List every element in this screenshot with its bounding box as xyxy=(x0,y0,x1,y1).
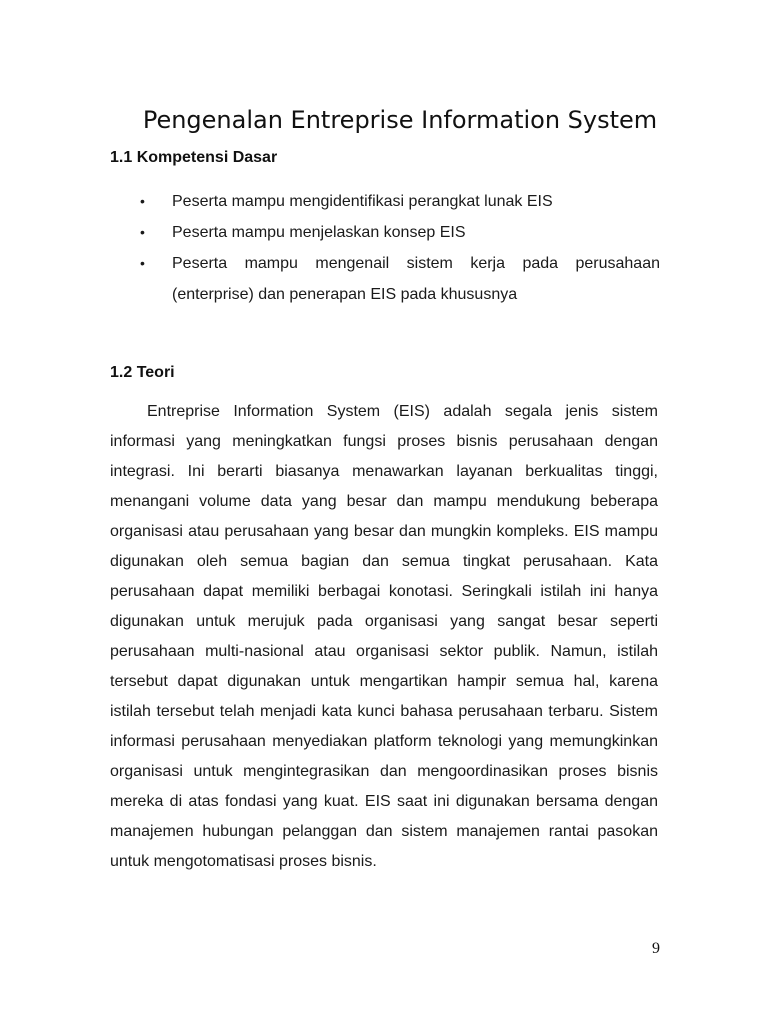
page-number: 9 xyxy=(652,940,660,957)
list-item-text: Peserta mampu mengenail sistem kerja pada perusahaan (enterprise) dan penerapan EIS pada khususnya xyxy=(172,255,660,303)
list-item-text: Peserta mampu mengidentifikasi perangkat lunak EIS xyxy=(172,193,553,210)
competency-list xyxy=(140,186,660,310)
page-title: Pengenalan Entreprise Information System xyxy=(142,106,658,134)
bullet-icon: • xyxy=(140,193,145,209)
list-item xyxy=(140,217,660,248)
section-heading-teori: 1.2 Teori xyxy=(110,364,175,381)
bullet-icon: • xyxy=(140,255,145,271)
bullet-icon: • xyxy=(140,224,145,240)
list-item xyxy=(140,248,660,310)
section-heading-kompetensi-dasar: 1.1 Kompetensi Dasar xyxy=(110,149,278,166)
list-item xyxy=(140,186,660,217)
body-paragraph: Entreprise Information System (EIS) adalah segala jenis sistem informasi yang meningkatkan fungsi proses bisnis perusahaan dengan integrasi. Ini berarti biasanya menawarkan layanan berkualitas tinggi, menangani volume data yang besar dan mampu mendukung beberapa organisasi atau perusahaan yang besar dan mungkin kompleks. EIS mampu digunakan oleh semua bagian dan semua tingkat perusahaan. Kata perusahaan dapat memiliki berbagai konotasi. Seringkali istilah ini hanya digunakan untuk merujuk pada organisasi yang sangat besar seperti perusahaan multi-nasional atau organisasi sektor publik. Namun, istilah tersebut dapat digunakan untuk mengartikan hampir semua hal, karena istilah tersebut telah menjadi kata kunci bahasa perusahaan terbaru. Sistem informasi perusahaan menyediakan platform teknologi yang memungkinkan organisasi untuk mengintegrasikan dan mengoordinasikan proses bisnis mereka di atas fondasi yang kuat. EIS saat ini digunakan bersama dengan manajemen hubungan pelanggan dan sistem manajemen rantai pasokan untuk mengotomatisasi proses bisnis. xyxy=(110,403,658,870)
list-item-text: Peserta mampu menjelaskan konsep EIS xyxy=(172,224,466,241)
